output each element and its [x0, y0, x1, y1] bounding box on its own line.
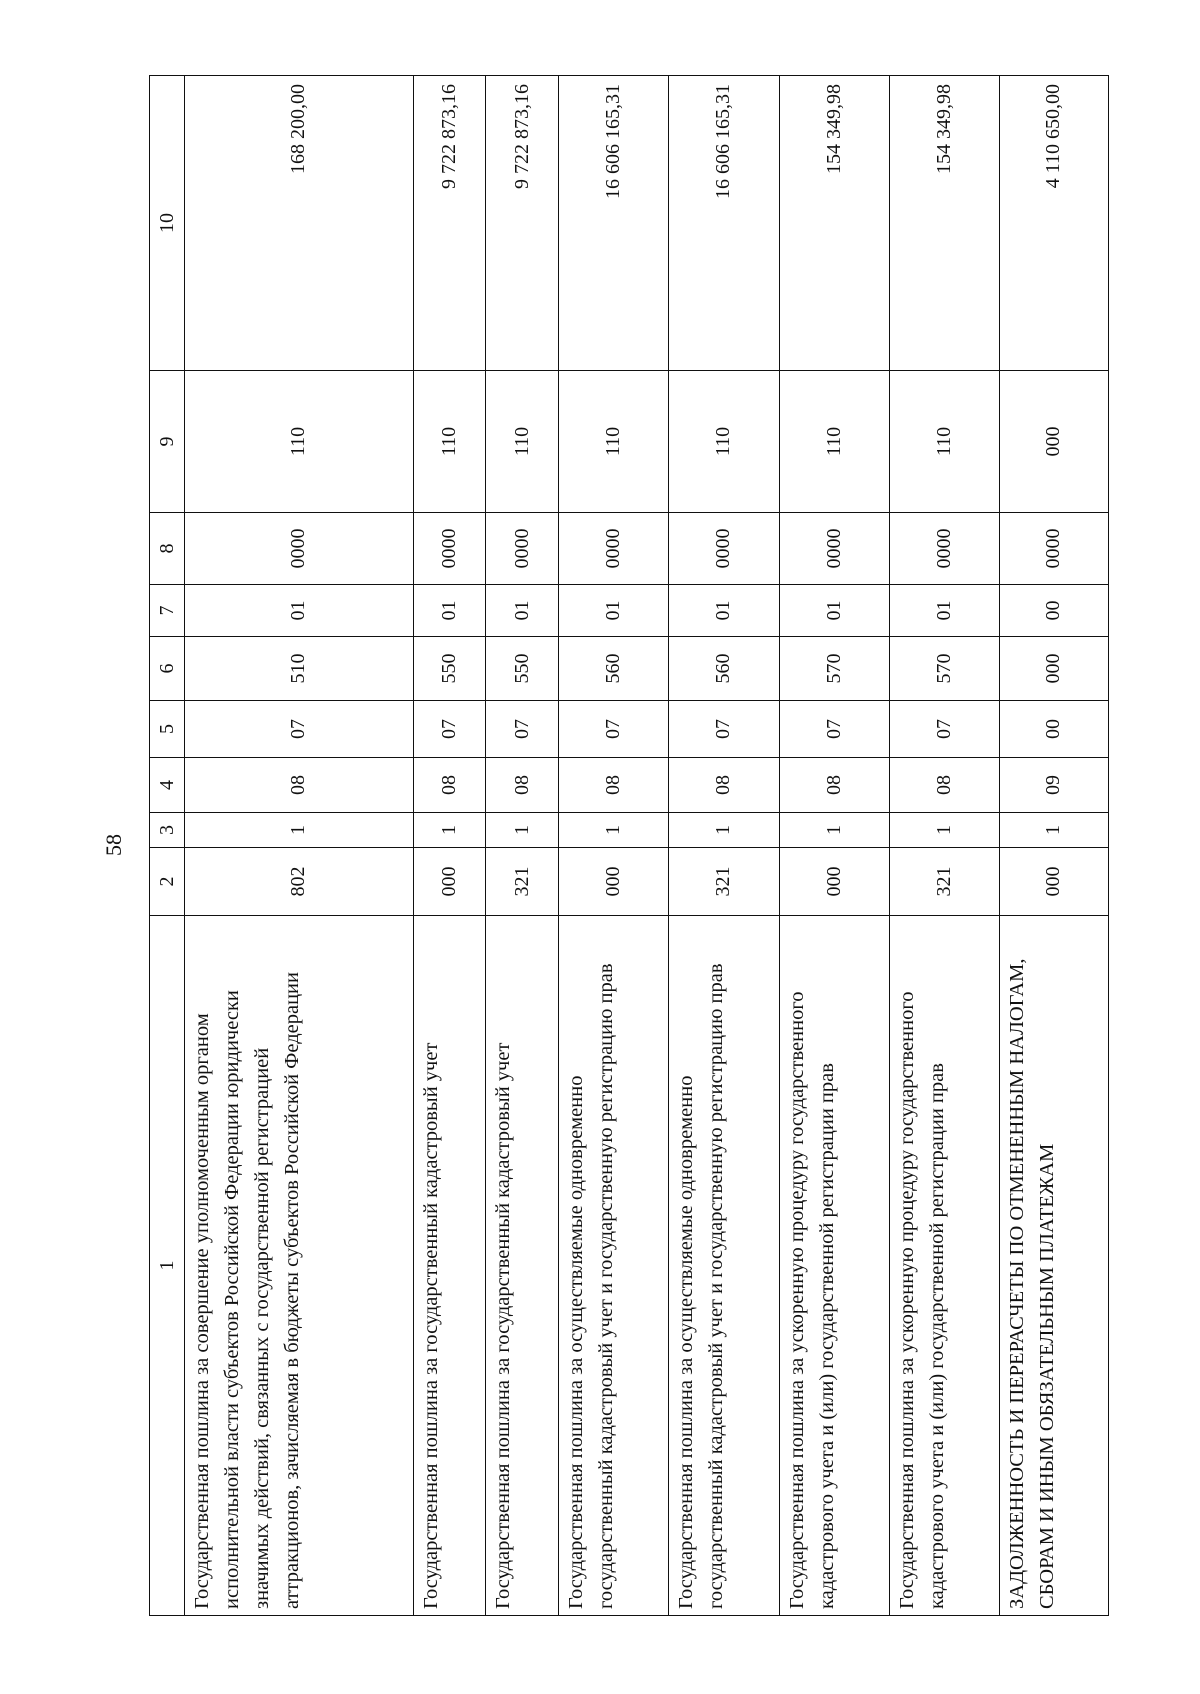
subarticle-code-cell: 570	[779, 637, 889, 701]
table-row	[413, 76, 486, 1616]
program-code-cell: 0000	[559, 513, 669, 585]
admin-code-cell: 321	[486, 848, 559, 916]
row-name: Государственная пошлина за ускоренную процедуру государственного кадастрового учета и (или) государственной регистрации прав	[779, 916, 889, 1616]
table-row	[779, 76, 889, 1616]
subarticle-code-cell: 550	[486, 637, 559, 701]
subgroup-code-cell: 08	[559, 758, 669, 813]
group-code-cell: 1	[185, 813, 414, 848]
article-code-cell: 07	[669, 701, 779, 758]
subarticle-code-cell: 570	[889, 637, 999, 701]
amount-cell: 9 722 873,16	[486, 76, 559, 371]
admin-code-cell: 000	[559, 848, 669, 916]
subgroup-code-cell: 08	[486, 758, 559, 813]
group-code-cell: 1	[889, 813, 999, 848]
group-code-cell: 1	[559, 813, 669, 848]
article-code-cell: 07	[559, 701, 669, 758]
group-code-cell: 1	[486, 813, 559, 848]
table-row	[185, 76, 414, 1616]
row-name: Государственная пошлина за осуществляемые одновременно государственный кадастровый учет и государственную регистрацию прав	[669, 916, 779, 1616]
row-name: Государственная пошлина за государственный кадастровый учет	[413, 916, 486, 1616]
column-header: 4	[150, 758, 185, 813]
group-code-cell: 1	[999, 813, 1108, 848]
subgroup-code-cell: 09	[999, 758, 1108, 813]
program-code-cell: 0000	[486, 513, 559, 585]
column-header: 5	[150, 701, 185, 758]
subgroup-code-cell: 08	[185, 758, 414, 813]
element-code-cell: 01	[413, 585, 486, 637]
table-row	[669, 76, 779, 1616]
subgroup-code-cell: 08	[889, 758, 999, 813]
row-name: Государственная пошлина за государственный кадастровый учет	[486, 916, 559, 1616]
article-code-cell: 07	[413, 701, 486, 758]
subgroup-code-cell: 08	[669, 758, 779, 813]
column-header: 2	[150, 848, 185, 916]
classification-code-cell: 000	[999, 371, 1108, 513]
column-header: 8	[150, 513, 185, 585]
amount-cell: 16 606 165,31	[669, 76, 779, 371]
subarticle-code-cell: 560	[669, 637, 779, 701]
article-code-cell: 07	[889, 701, 999, 758]
group-code-cell: 1	[779, 813, 889, 848]
row-name: Государственная пошлина за совершение уполномоченным органом исполнительной власти субъектов Российской Федерации юридически значимых действий, связанных с государственной регистрацией аттракционов, зачисляемая в бюджеты субъектов Российской Федерации	[185, 916, 414, 1616]
admin-code-cell: 000	[999, 848, 1108, 916]
program-code-cell: 0000	[669, 513, 779, 585]
program-code-cell: 0000	[413, 513, 486, 585]
classification-code-cell: 110	[779, 371, 889, 513]
row-name: ЗАДОЛЖЕННОСТЬ И ПЕРЕРАСЧЕТЫ ПО ОТМЕНЕННЫМ НАЛОГАМ, СБОРАМ И ИНЫМ ОБЯЗАТЕЛЬНЫМ ПЛАТЕЖАМ	[999, 916, 1108, 1616]
column-header: 3	[150, 813, 185, 848]
element-code-cell: 01	[779, 585, 889, 637]
classification-code-cell: 110	[669, 371, 779, 513]
row-name: Государственная пошлина за осуществляемые одновременно государственный кадастровый учет и государственную регистрацию прав	[559, 916, 669, 1616]
article-code-cell: 00	[999, 701, 1108, 758]
budget-revenue-table	[149, 75, 1109, 1616]
classification-code-cell: 110	[185, 371, 414, 513]
article-code-cell: 07	[486, 701, 559, 758]
amount-cell: 16 606 165,31	[559, 76, 669, 371]
element-code-cell: 01	[889, 585, 999, 637]
table-row	[486, 76, 559, 1616]
classification-code-cell: 110	[889, 371, 999, 513]
subarticle-code-cell: 550	[413, 637, 486, 701]
column-header: 7	[150, 585, 185, 637]
row-name: Государственная пошлина за ускоренную процедуру государственного кадастрового учета и (или) государственной регистрации прав	[889, 916, 999, 1616]
page-number: 58	[101, 834, 126, 856]
amount-cell: 9 722 873,16	[413, 76, 486, 371]
admin-code-cell: 000	[413, 848, 486, 916]
admin-code-cell: 000	[779, 848, 889, 916]
table-row	[559, 76, 669, 1616]
table-row	[889, 76, 999, 1616]
column-header: 10	[150, 76, 185, 371]
article-code-cell: 07	[185, 701, 414, 758]
classification-code-cell: 110	[413, 371, 486, 513]
admin-code-cell: 802	[185, 848, 414, 916]
admin-code-cell: 321	[669, 848, 779, 916]
amount-cell: 154 349,98	[779, 76, 889, 371]
group-code-cell: 1	[413, 813, 486, 848]
table-row	[999, 76, 1108, 1616]
rotated-table-container	[149, 76, 1109, 1616]
subgroup-code-cell: 08	[779, 758, 889, 813]
article-code-cell: 07	[779, 701, 889, 758]
element-code-cell: 01	[185, 585, 414, 637]
admin-code-cell: 321	[889, 848, 999, 916]
amount-cell: 168 200,00	[185, 76, 414, 371]
program-code-cell: 0000	[779, 513, 889, 585]
element-code-cell: 00	[999, 585, 1108, 637]
column-header: 9	[150, 371, 185, 513]
column-header: 1	[150, 916, 185, 1616]
element-code-cell: 01	[559, 585, 669, 637]
column-header: 6	[150, 637, 185, 701]
classification-code-cell: 110	[559, 371, 669, 513]
subarticle-code-cell: 510	[185, 637, 414, 701]
amount-cell: 154 349,98	[889, 76, 999, 371]
amount-cell: 4 110 650,00	[999, 76, 1108, 371]
header-row	[150, 76, 185, 1616]
program-code-cell: 0000	[999, 513, 1108, 585]
group-code-cell: 1	[669, 813, 779, 848]
program-code-cell: 0000	[185, 513, 414, 585]
element-code-cell: 01	[486, 585, 559, 637]
element-code-cell: 01	[669, 585, 779, 637]
subarticle-code-cell: 560	[559, 637, 669, 701]
subgroup-code-cell: 08	[413, 758, 486, 813]
subarticle-code-cell: 000	[999, 637, 1108, 701]
program-code-cell: 0000	[889, 513, 999, 585]
classification-code-cell: 110	[486, 371, 559, 513]
